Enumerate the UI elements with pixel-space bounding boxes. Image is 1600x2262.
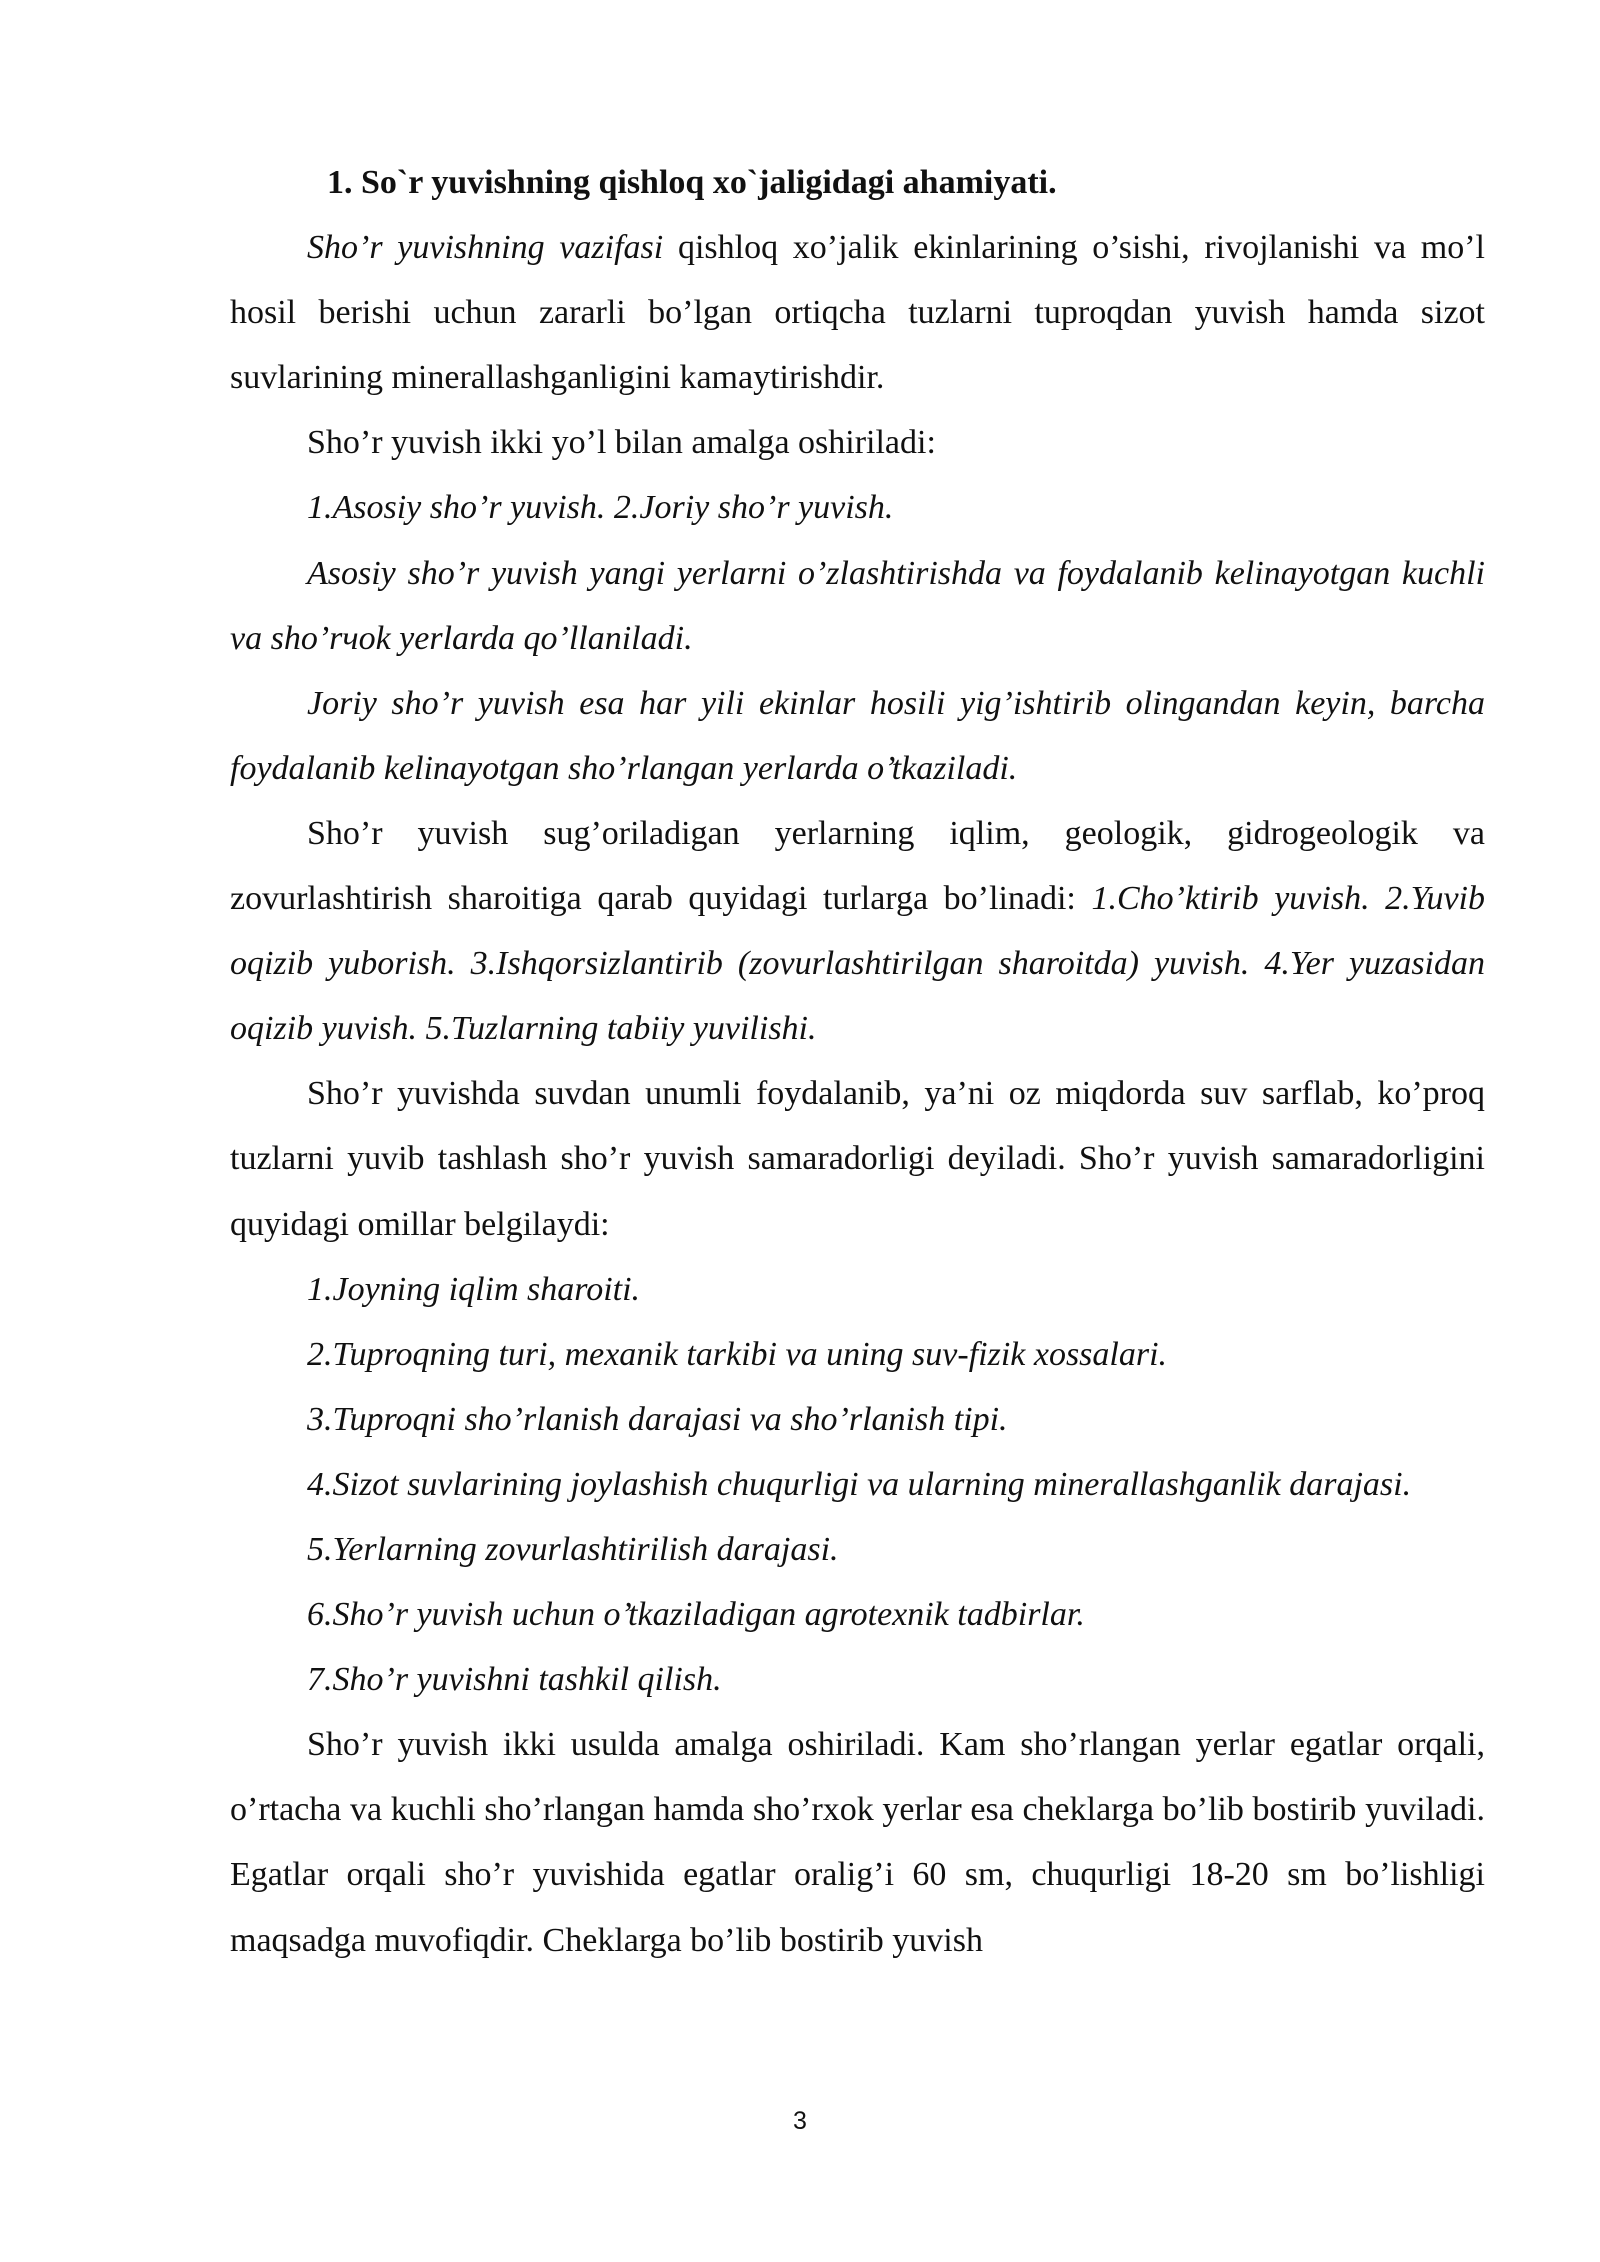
page-content <box>230 150 1485 1973</box>
term-purpose: Sho’r yuvishning vazifasi <box>307 229 664 267</box>
factor-item-4: 4.Sizot suvlarining joylashish chuqurligi va ularning minerallashganlik darajasi. <box>307 1465 1412 1503</box>
paragraph-main-leaching: Asosiy sho’r yuvish yangi yerlarni o’zlashtirishda va foydalanib kelinayotgan kuchli va sho’rчok yerlarda qo’llaniladi. <box>230 554 1485 657</box>
leaching-kinds-text: Sho’r yuvish sug’oriladigan yerlarning iqlim, geologik, gidrogeologik va zovurlashtirish sharoitiga qarab quyidagi turlarga bo’linadi: <box>230 814 1485 918</box>
page-number: 3 <box>793 2107 807 2135</box>
section-heading: 1. So`r yuvishning qishloq xo`jaligidagi ahamiyati. <box>327 164 1057 201</box>
factor-item-6: 6.Sho’r yuvish uchun o’tkaziladigan agrotexnik tadbirlar. <box>307 1596 1085 1634</box>
factor-item-2: 2.Tuproqning turi, mexanik tarkibi va uning suv-fizik xossalari. <box>307 1335 1168 1373</box>
purpose-text: qishloq xo’jalik ekinlarining o’sishi, rivojlanishi va mo’l hosil berishi uchun zararli bo’lgan ortiqcha tuzlarni tuproqdan yuvish hamda sizot suvlarining minerallashganligini kamaytirishdir. <box>230 229 1485 397</box>
factor-item-3: 3.Tuproqni sho’rlanish darajasi va sho’rlanish tipi. <box>307 1400 1008 1438</box>
paragraph-current-leaching: Joriy sho’r yuvish esa har yili ekinlar hosili yig’ishtirib olingandan keyin, barcha foydalanib kelinayotgan sho’rlangan yerlarda o’tkaziladi. <box>230 684 1485 787</box>
paragraph-methods: Sho’r yuvish ikki usulda amalga oshiriladi. Kam sho’rlangan yerlar egatlar orqali, o’rtacha va kuchli sho’rlangan hamda sho’rxok yerlar esa cheklarga bo’lib bostirib yuviladi. Egatlar orqali sho’r yuvishida egatlar oralig’i 60 sm, chuqurligi 18-20 sm bo’lishligi maqsadga muvofiqdir. Cheklarga bo’lib bostirib yuvish <box>230 1726 1485 1959</box>
factor-item-5: 5.Yerlarning zovurlashtirilish darajasi. <box>307 1530 839 1568</box>
paragraph-purpose <box>230 215 1485 410</box>
paragraph-two-ways: Sho’r yuvish ikki yo’l bilan amalga oshiriladi: <box>307 424 936 462</box>
paragraph-efficiency: Sho’r yuvishda suvdan unumli foydalanib, ya’ni oz miqdorda suv sarflab, ko’proq tuzlarni yuvib tashlash sho’r yuvish samaradorligi deyiladi. Sho’r yuvish samaradorligini quyidagi omillar belgilaydi: <box>230 1075 1485 1243</box>
leaching-kinds-list: 1.Cho’ktirib yuvish. 2.Yuvib oqizib yuborish. 3.Ishqorsizlantirib (zovurlashtirilgan sharoitda) yuvish. 4.Yer yuzasidan oqizib yuvish. 5.Tuzlarning tabiiy yuvilishi. <box>230 880 1485 1048</box>
paragraph-leaching-kinds <box>230 801 1485 1061</box>
factor-item-1: 1.Joyning iqlim sharoiti. <box>307 1270 641 1308</box>
factor-item-7: 7.Sho’r yuvishni tashkil qilish. <box>307 1661 722 1699</box>
paragraph-types-list: 1.Asosiy sho’r yuvish. 2.Joriy sho’r yuvish. <box>307 489 894 527</box>
